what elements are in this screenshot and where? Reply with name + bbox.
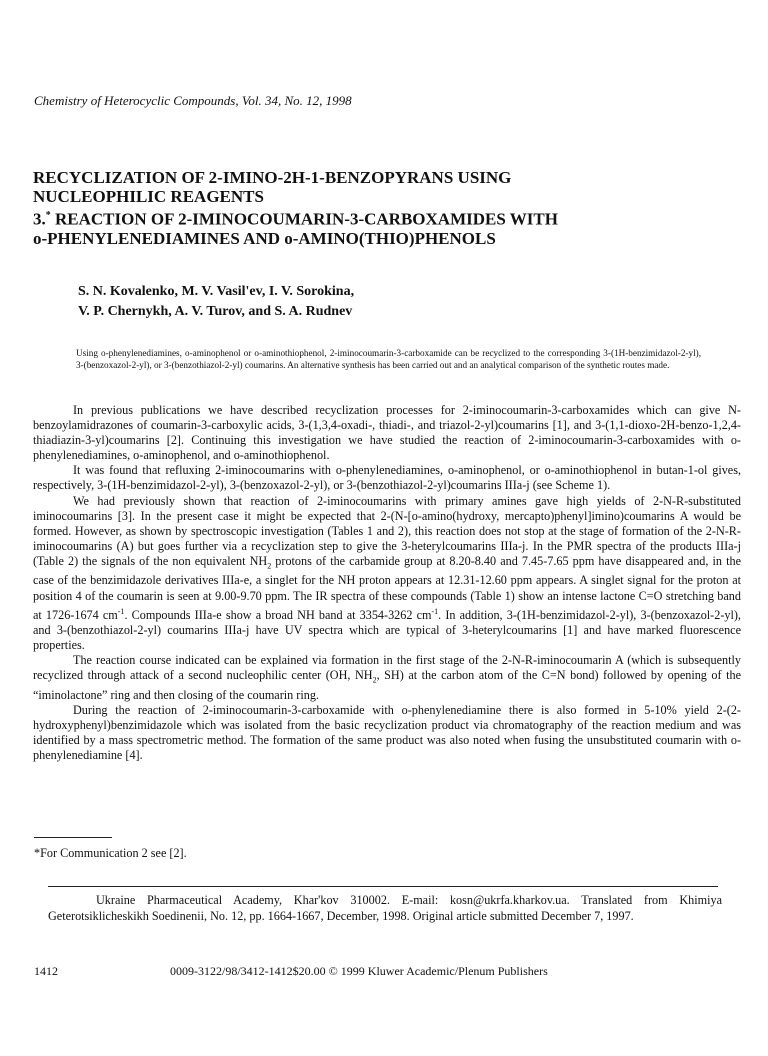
paragraph: The reaction course indicated can be explained via formation in the first stage of the 2-N-R-iminocoumarin A (which is subsequently recyclized through attack of a second nucleophilic center (OH, $NH_2$, SH) at the carbon atom of the C=N bond) followed by opening of the “iminolactone” ring and then closing of the coumarin ring. [33,653,741,702]
title-line-1: RECYCLIZATION OF 2-IMINO-2H-1-BENZOPYRANS USING [33,168,512,187]
title-line-3 [33,206,743,229]
footnote-divider [34,837,112,838]
affiliation-divider [48,886,718,887]
title-line-2: NUCLEOPHILIC REAGENTS [33,187,264,206]
title-line-4: o-PHENYLENEDIAMINES AND o-AMINO(THIO)PHENOLS [33,228,496,248]
copyright-line: 0009-3122/98/3412-1412$20.00 © 1999 Kluwer Academic/Plenum Publishers [170,964,548,978]
paragraph: It was found that refluxing 2-iminocoumarins with o-phenylenediamines, o-aminophenol, or o-aminothiophenol in butan-1-ol gives, respectively, 3-(1H-benzimidazol-2-yl), 3-(benzoxazol-2-yl), or 3-(benzothiazol-2-yl)coumarins IIIa-j (see Scheme 1). [33,463,741,493]
article-title [33,168,743,248]
title-line-3-text: REACTION OF 2-IMINOCOUMARIN-3-CARBOXAMIDES WITH [50,209,558,229]
authors-line-2: V. P. Chernykh, A. V. Turov, and S. A. Rudnev [78,304,353,319]
footnote: *For Communication 2 see [2]. [34,846,187,860]
article-body [33,403,741,763]
page-number: 1412 [34,964,58,978]
paragraph: We had previously shown that reaction of 2-iminocoumarins with primary amines gave high yields of 2-N-R-substituted iminocoumarins [3]. In the present case it might be expected that 2-(N-[o-amino(hydroxy, mercapto)phenyl]imino)coumarins A would be formed. However, as shown by spectroscopic investigation (Tables 1 and 2), this reaction does not stop at the stage of formation of the 2-N-R-iminocoumarins (A) but goes further via a recyclization step to give the 3-heterylcoumarins IIIa-j. In the PMR spectra of the products IIIa-j (Table 2) the signals of the non equivalent $NH_2$ protons of the carbamide group at 8.20-8.40 and 7.45-7.65 ppm have disappeared and, in the case of the benzimidazole derivatives IIIa-e, a singlet for the NH proton appears at 12.31-12.60 ppm appears. A singlet signal for the proton at position 4 of the coumarin is seen at 9.00-9.70 ppm. The IR spectra of these compounds (Table 1) show an intense lactone C=O stretching band at 1726-1674 $cm^{-1}$. Compounds IIIa-e show a broad NH band at 3354-3262 $cm^{-1}$. In addition, 3-(1H-benzimidazol-2-yl), 3-(benzoxazol-2-yl), and 3-(benzothiazol-2-yl) coumarins IIIa-j have UV spectra which are typical of 3-heterylcoumarins [1] and have marked fluorescence properties. [33,493,741,652]
authors-line-1: S. N. Kovalenko, M. V. Vasil'ev, I. V. Sorokina, [78,284,355,299]
author-list [78,282,698,322]
abstract: Using o-phenylenediamines, o-aminophenol or o-aminothiophenol, 2-iminocoumarin-3-carboxamide can be recyclized to the corresponding 3-(1H-benzimidazol-2-yl), 3-(benzoxazol-2-yl), or 3-(benzothiazol-2-yl) coumarins. An alternative synthesis has been carried out and an analytical comparison of the synthetic routes made. [76,348,701,370]
part-number: 3. [33,209,46,229]
paragraph: In previous publications we have described recyclization processes for 2-iminocoumarin-3-carboxamides which can give N-benzoylamidrazones of coumarin-3-carboxylic acids, 3-(1,3,4-oxadi-, thiadi-, and triazol-2-yl)coumarins [1], and 3-(1,1-dioxo-2H-benzo-1,2,4-thiadiazin-3-yl)coumarins [2]. Continuing this investigation we have studied the reaction of 2-iminocoumarin-3-carboxamides with o-phenylenediamines, o-aminophenol, and o-aminothiophenol. [33,403,741,463]
footnote-mark: * [45,210,51,221]
affiliation-note: Ukraine Pharmaceutical Academy, Khar'kov 310002. E-mail: kosn@ukrfa.kharkov.ua. Translated from Khimiya Geterotsiklicheskikh Soedinenii, No. 12, pp. 1664-1667, December, 1998. Original article submitted December 7, 1997. [48,893,722,923]
paragraph: During the reaction of 2-iminocoumarin-3-carboxamide with o-phenylenediamine there is also formed in 5-10% yield 2-(2-hydroxyphenyl)benzimidazole which was isolated from the basic recyclization product via chromatography of the reaction medium and was identified by a mass spectrometric method. The formation of the same product was also noted when fusing the unsubstituted coumarin with o-phenylenediamine [4]. [33,702,741,762]
journal-citation: Chemistry of Heterocyclic Compounds, Vol. 34, No. 12, 1998 [34,93,352,108]
